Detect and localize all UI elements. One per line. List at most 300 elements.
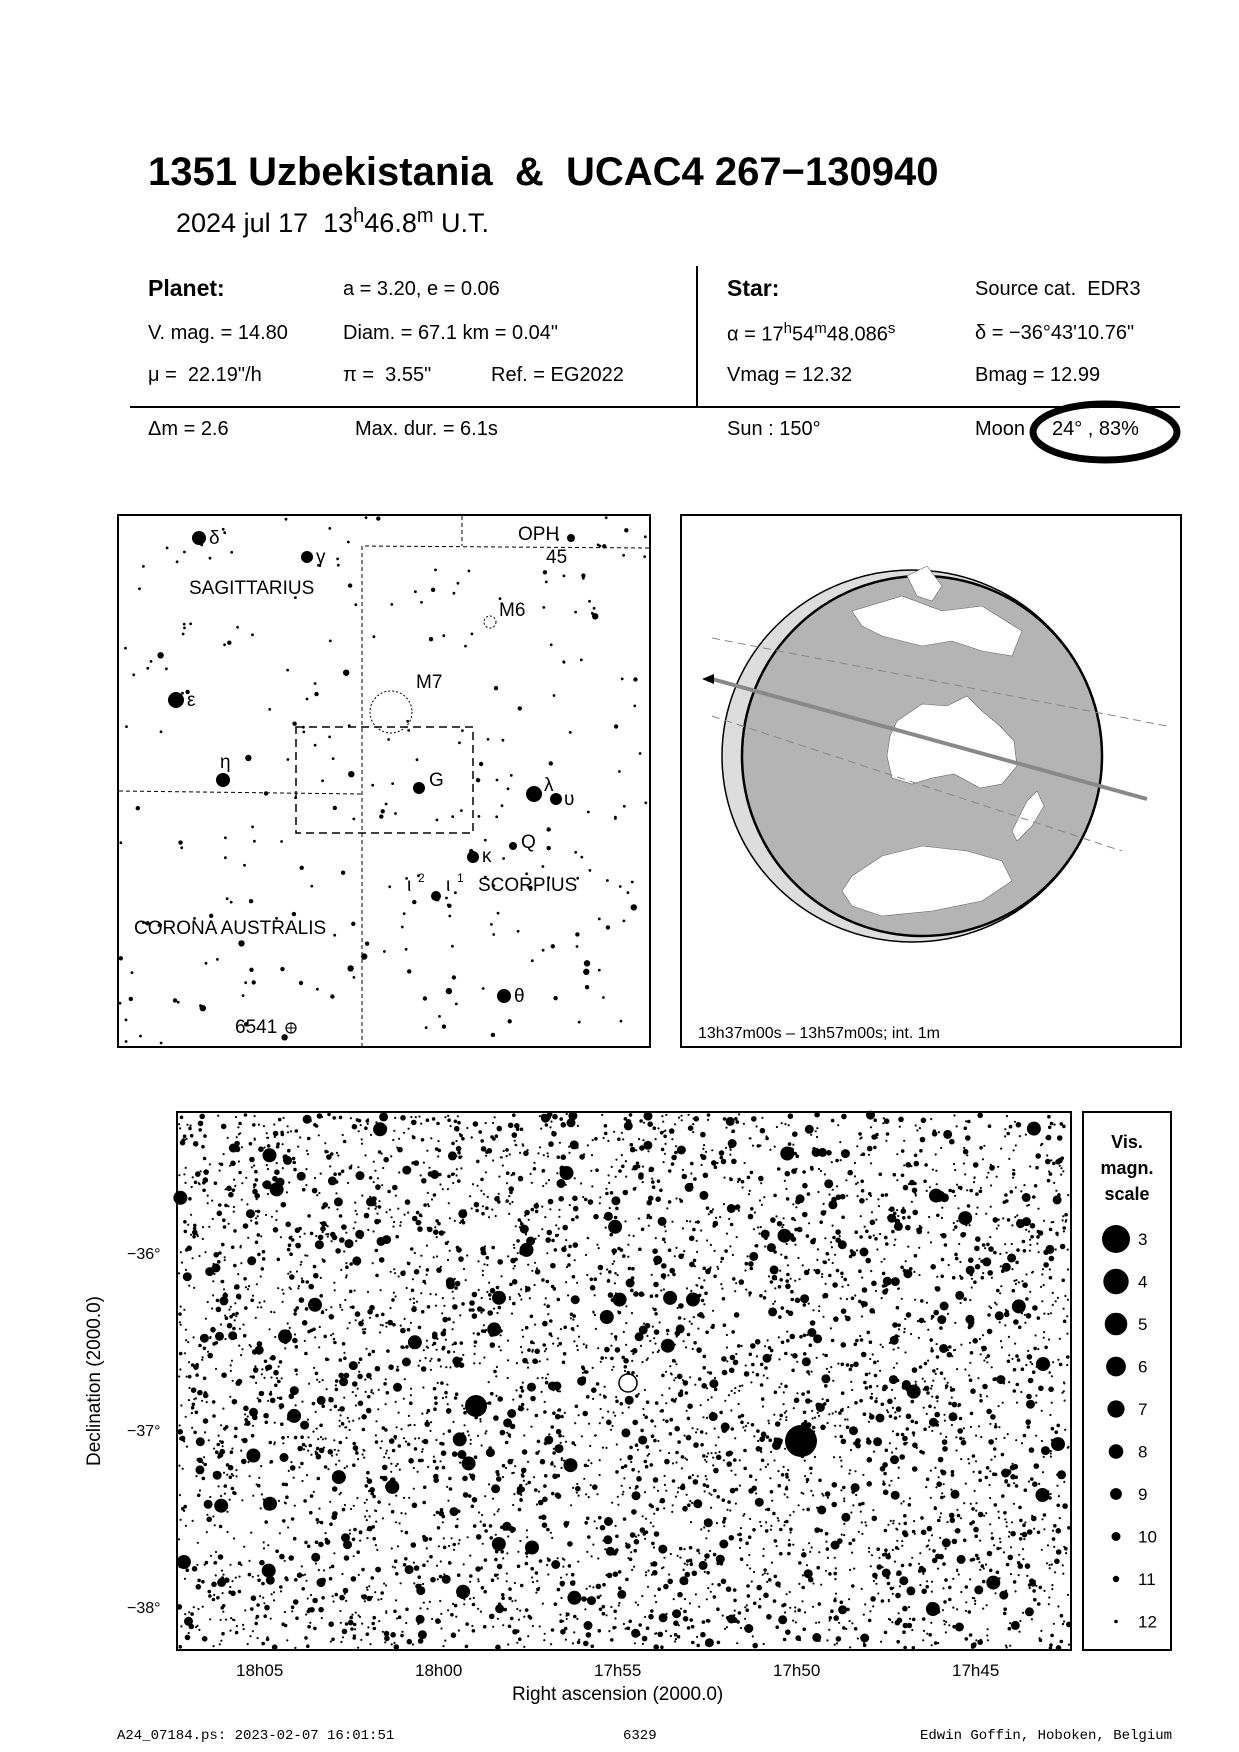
field-star (188, 1197, 192, 1201)
field-star (356, 1171, 365, 1180)
field-star (614, 1282, 616, 1284)
field-star (360, 1237, 362, 1239)
field-star (215, 1551, 217, 1553)
field-star (237, 1126, 239, 1128)
field-star (736, 1642, 738, 1644)
field-star (616, 1551, 618, 1553)
field-star (217, 1260, 221, 1264)
field-star (262, 1597, 264, 1599)
field-star (711, 1149, 713, 1151)
background-star (227, 641, 231, 645)
field-star (319, 1326, 321, 1328)
field-star (899, 1324, 901, 1326)
field-star (770, 1217, 776, 1223)
field-star (501, 1597, 505, 1601)
field-star (203, 1157, 207, 1161)
field-star (180, 1436, 186, 1442)
field-star (1065, 1219, 1067, 1221)
field-star (512, 1302, 516, 1306)
field-star (834, 1254, 836, 1256)
field-star (304, 1636, 308, 1640)
field-star (260, 1465, 262, 1467)
field-star (551, 1239, 555, 1243)
field-star (1067, 1526, 1071, 1530)
field-star (604, 1124, 608, 1128)
field-star (625, 1578, 629, 1582)
field-star (835, 1411, 837, 1413)
field-star (201, 1580, 205, 1584)
field-star (200, 1334, 209, 1343)
field-star (548, 1433, 550, 1435)
field-star (992, 1472, 996, 1476)
field-star (745, 1262, 749, 1266)
field-star (405, 1441, 407, 1443)
field-star (947, 1313, 949, 1315)
field-star (623, 1331, 625, 1333)
field-star (595, 1168, 599, 1172)
field-star (398, 1615, 402, 1619)
field-star (1030, 1223, 1036, 1229)
field-star (560, 1328, 562, 1330)
field-star (520, 1346, 522, 1348)
field-star (275, 1193, 277, 1195)
field-star (933, 1129, 937, 1133)
field-star (512, 1267, 514, 1269)
field-star (392, 1139, 394, 1141)
field-star (690, 1290, 692, 1292)
field-star (481, 1514, 483, 1516)
field-star (828, 1259, 830, 1261)
field-star (627, 1256, 629, 1258)
field-star (1003, 1437, 1005, 1439)
field-star (810, 1400, 812, 1402)
field-star (1004, 1312, 1010, 1318)
field-star (594, 1314, 596, 1316)
field-star (948, 1264, 950, 1266)
field-star (870, 1565, 872, 1567)
field-star (212, 1414, 216, 1418)
field-star (668, 1573, 670, 1575)
field-star (489, 1614, 495, 1620)
field-star (527, 1461, 529, 1463)
field-star (1043, 1262, 1049, 1268)
field-star (466, 1254, 468, 1256)
field-star (945, 1548, 947, 1550)
field-star (465, 1645, 469, 1649)
field-star (724, 1628, 726, 1630)
field-star (846, 1363, 850, 1367)
background-star (487, 738, 490, 741)
field-star (633, 1291, 639, 1297)
field-star (192, 1403, 196, 1407)
field-star (598, 1247, 600, 1249)
field-star (1056, 1528, 1062, 1534)
field-star (320, 1436, 322, 1438)
field-star (1018, 1631, 1020, 1633)
field-star (937, 1196, 943, 1202)
field-star (346, 1274, 348, 1276)
field-star (768, 1422, 770, 1424)
background-star (376, 516, 380, 520)
field-star (944, 1378, 946, 1380)
field-star (926, 1478, 930, 1482)
field-star (683, 1318, 685, 1320)
field-star (612, 1626, 616, 1630)
background-star (542, 865, 545, 868)
field-star (662, 1238, 666, 1242)
field-star (260, 1306, 262, 1308)
field-star (644, 1389, 646, 1391)
field-star (975, 1460, 977, 1462)
background-star (209, 557, 212, 560)
field-star (398, 1444, 402, 1448)
field-star (617, 1274, 619, 1276)
field-star (651, 1574, 653, 1576)
field-star (976, 1557, 980, 1561)
field-star (773, 1194, 777, 1198)
field-star (986, 1395, 988, 1397)
field-star (501, 1156, 503, 1158)
field-star (295, 1228, 301, 1234)
field-star (382, 1324, 384, 1326)
field-star (770, 1354, 772, 1356)
field-star (531, 1576, 533, 1578)
field-star (209, 1336, 211, 1338)
field-star (983, 1145, 985, 1147)
background-star (251, 633, 254, 636)
background-star (584, 960, 590, 966)
field-star (1035, 1585, 1037, 1587)
field-star (349, 1322, 351, 1324)
field-star (1022, 1523, 1026, 1527)
field-star (986, 1176, 988, 1178)
field-star (1052, 1292, 1054, 1294)
field-star (816, 1357, 818, 1359)
field-star (422, 1564, 426, 1568)
field-star (455, 1616, 457, 1618)
field-star (799, 1335, 803, 1339)
field-star (749, 1294, 751, 1296)
field-star (410, 1116, 412, 1118)
field-star (743, 1467, 747, 1471)
field-star (637, 1449, 639, 1451)
label-iota2-sup: 2 (418, 871, 425, 885)
field-star (256, 1603, 260, 1607)
field-star (332, 1595, 334, 1597)
field-star (510, 1424, 516, 1430)
field-star (369, 1176, 373, 1180)
field-star (474, 1202, 480, 1208)
field-star (713, 1221, 719, 1227)
field-star (356, 1497, 358, 1499)
field-star (920, 1137, 926, 1143)
field-star (513, 1493, 515, 1495)
field-star (292, 1157, 296, 1161)
background-star (639, 752, 642, 755)
field-star (368, 1207, 370, 1209)
field-star (1000, 1265, 1002, 1267)
field-star (292, 1338, 298, 1344)
field-star (455, 1525, 459, 1529)
field-star (693, 1341, 697, 1345)
field-star (354, 1290, 356, 1292)
field-star (343, 1352, 345, 1354)
field-star (245, 1286, 247, 1288)
field-star (485, 1171, 487, 1173)
field-star (361, 1195, 363, 1197)
field-star (965, 1610, 967, 1612)
field-star (215, 1368, 217, 1370)
field-star (1057, 1605, 1059, 1607)
field-star (299, 1236, 301, 1238)
field-star (986, 1576, 1000, 1590)
field-star (496, 1312, 498, 1314)
field-star (232, 1380, 234, 1382)
field-star (631, 1360, 633, 1362)
field-star (212, 1331, 214, 1333)
field-star (323, 1569, 325, 1571)
field-star (545, 1182, 547, 1184)
field-star (462, 1221, 466, 1225)
field-star (193, 1606, 195, 1608)
field-star (602, 1583, 606, 1587)
field-star (812, 1417, 814, 1419)
field-star (783, 1391, 785, 1393)
field-star (587, 1596, 596, 1605)
field-star (509, 1436, 511, 1438)
field-star (760, 1182, 762, 1184)
background-star (330, 994, 334, 998)
field-star (547, 1573, 549, 1575)
field-star (727, 1204, 736, 1213)
field-star (895, 1593, 901, 1599)
field-star (481, 1212, 485, 1216)
field-star (843, 1534, 845, 1536)
field-star (230, 1161, 236, 1167)
field-star (207, 1353, 213, 1359)
field-star (733, 1458, 737, 1462)
field-star (405, 1608, 409, 1612)
field-star (981, 1564, 985, 1568)
field-star (518, 1176, 524, 1182)
field-star (588, 1423, 590, 1425)
field-star (508, 1625, 512, 1629)
field-star (538, 1450, 540, 1452)
field-star (925, 1585, 929, 1589)
field-star (965, 1224, 967, 1226)
field-star (457, 1115, 459, 1117)
field-star (774, 1575, 778, 1579)
background-star (348, 583, 352, 587)
field-star (576, 1483, 578, 1485)
field-star (385, 1378, 387, 1380)
field-star (531, 1182, 533, 1184)
field-star (959, 1275, 961, 1277)
field-star (978, 1258, 980, 1260)
field-star (224, 1204, 228, 1208)
field-star (735, 1353, 737, 1355)
field-star (778, 1586, 780, 1588)
field-star (923, 1428, 927, 1432)
field-star (761, 1230, 770, 1239)
field-star (375, 1434, 377, 1436)
field-star (502, 1464, 506, 1468)
field-star (179, 1352, 183, 1356)
field-star (305, 1580, 307, 1582)
field-star (265, 1421, 269, 1425)
field-star (249, 1344, 251, 1346)
field-star (229, 1475, 233, 1479)
constellation-boundary (119, 791, 362, 794)
field-star (522, 1449, 528, 1455)
field-star (239, 1132, 241, 1134)
field-star (661, 1115, 663, 1117)
field-star (325, 1438, 327, 1440)
field-star (405, 1622, 407, 1624)
field-star (330, 1641, 332, 1643)
field-star (329, 1314, 335, 1320)
field-star (719, 1540, 728, 1549)
field-star (306, 1255, 308, 1257)
field-star (974, 1534, 978, 1538)
field-star (679, 1557, 681, 1559)
field-star (985, 1476, 989, 1480)
field-star (442, 1466, 446, 1470)
field-star (628, 1620, 632, 1624)
field-star (264, 1605, 270, 1611)
field-star (232, 1188, 236, 1192)
field-star (969, 1362, 971, 1364)
field-star (806, 1370, 810, 1374)
field-star (178, 1123, 180, 1125)
field-star (1053, 1182, 1055, 1184)
field-star (745, 1289, 747, 1291)
field-star (378, 1205, 382, 1209)
field-star (596, 1382, 600, 1386)
field-star (201, 1359, 203, 1361)
field-star (495, 1375, 497, 1377)
field-star (609, 1314, 613, 1318)
field-star (542, 1522, 548, 1528)
field-star (794, 1219, 796, 1221)
background-star (281, 1034, 287, 1040)
field-star (473, 1362, 475, 1364)
field-star (474, 1353, 476, 1355)
field-star (453, 1549, 455, 1551)
star-vmag: Vmag = 12.32 (727, 364, 853, 386)
field-star (447, 1350, 451, 1354)
field-star (405, 1513, 407, 1515)
field-star (739, 1459, 741, 1461)
field-star (621, 1132, 623, 1134)
field-star (405, 1531, 409, 1535)
field-star (1050, 1450, 1052, 1452)
field-star (186, 1138, 188, 1140)
field-star (560, 1629, 566, 1635)
field-star (991, 1537, 995, 1541)
field-star (840, 1194, 846, 1200)
field-star (248, 1573, 252, 1577)
background-star (302, 731, 305, 734)
field-star (816, 1259, 818, 1261)
field-star (192, 1230, 198, 1236)
field-star (361, 1143, 363, 1145)
field-star (999, 1538, 1001, 1540)
field-star (1045, 1136, 1049, 1140)
field-star (432, 1334, 438, 1340)
field-star (1029, 1239, 1031, 1241)
field-star (1013, 1319, 1019, 1325)
field-star (1033, 1598, 1037, 1602)
field-star (956, 1368, 958, 1370)
background-star (280, 840, 283, 843)
field-star (744, 1429, 746, 1431)
field-star (440, 1381, 444, 1385)
background-star (129, 997, 133, 1001)
field-star (642, 1515, 644, 1517)
field-star (648, 1123, 652, 1127)
field-star (614, 1415, 616, 1417)
field-star (469, 1308, 473, 1312)
field-star (419, 1221, 421, 1223)
field-star (974, 1490, 976, 1492)
field-star (514, 1265, 516, 1267)
background-star (468, 570, 471, 573)
field-star (788, 1113, 794, 1119)
field-star (404, 1318, 406, 1320)
field-star (804, 1475, 806, 1477)
field-star (232, 1491, 236, 1495)
field-star (488, 1282, 490, 1284)
field-star (972, 1454, 976, 1458)
field-star (450, 1507, 459, 1516)
field-star (833, 1615, 839, 1621)
field-star (577, 1325, 579, 1327)
field-star (482, 1205, 484, 1207)
field-star (374, 1170, 376, 1172)
field-star (472, 1603, 476, 1607)
field-star (747, 1255, 749, 1257)
field-star (865, 1230, 869, 1234)
field-star (454, 1220, 456, 1222)
field-star (784, 1611, 786, 1613)
field-star (190, 1134, 194, 1138)
field-star (1059, 1517, 1061, 1519)
field-star (870, 1162, 872, 1164)
background-star (542, 949, 545, 952)
field-star (364, 1379, 366, 1381)
background-star (341, 871, 345, 875)
field-star (295, 1616, 299, 1620)
field-star (927, 1329, 929, 1331)
field-star (576, 1282, 578, 1284)
field-star (234, 1427, 238, 1431)
field-star (1047, 1544, 1049, 1546)
field-star (830, 1327, 832, 1329)
field-star (857, 1195, 859, 1197)
field-star (507, 1409, 516, 1418)
field-star (416, 1211, 420, 1215)
field-star (654, 1633, 656, 1635)
field-star (463, 1408, 465, 1410)
field-star (505, 1441, 509, 1445)
field-star (412, 1643, 414, 1645)
field-star (944, 1623, 946, 1625)
field-star (721, 1257, 725, 1261)
field-star (1048, 1338, 1050, 1340)
field-star (676, 1336, 678, 1338)
field-star (324, 1150, 328, 1154)
